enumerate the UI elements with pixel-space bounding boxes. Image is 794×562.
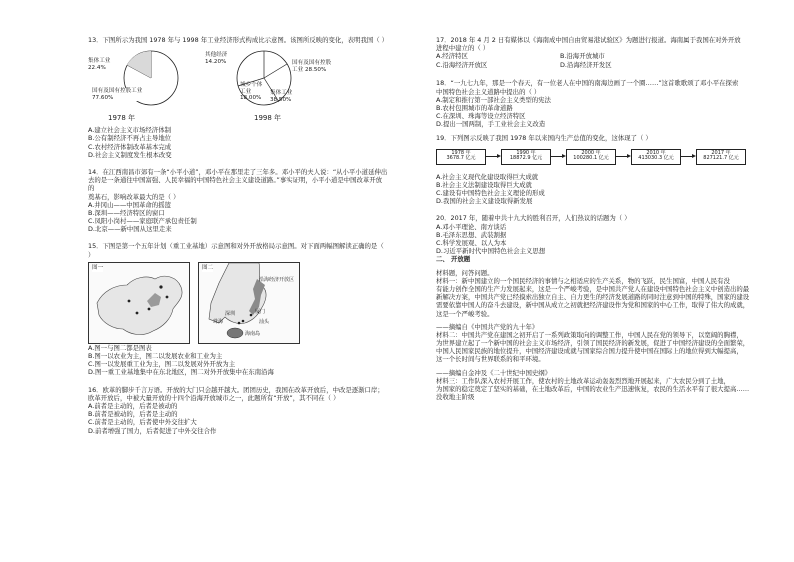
- pie-charts: [88, 44, 388, 126]
- right-column: [436, 36, 766, 401]
- material-1-line4: 需要依靠中国人的奋斗去建设，新中国从成立之初就把经济建设作为党和国家的中心工作，取得了伟大的成就，: [436, 301, 750, 310]
- material-1-line1: 材料一：新中国建立的一个国民经济的事情与之相适应的生产关系，物的飞跃，民生国富，中国人民有没: [436, 276, 730, 285]
- gdp-value-2010: 413030.3 亿元: [638, 155, 674, 162]
- gdp-year-2010: 2010 年: [646, 149, 666, 156]
- material-1-line2: 有能力创作全国的生产力发展起来，这是一个严峻考验，是中国共产党人在建设中国特色社会主义中创造出的最: [436, 284, 750, 293]
- gdp-year-1978: 1978 年: [451, 149, 471, 156]
- gdp-value-1990: 18872.9 亿元: [509, 155, 543, 162]
- question-17-stem-line1: 17．2018 年 4 月 2 日有媒体以《海南成中国自由贸易港试验区》为题进行报道。海南属于我国在对外开放: [436, 36, 741, 44]
- material-3-line3: 没收地主阶级: [436, 393, 475, 402]
- material-2-line3: 中国人民国家民族的地位提升，中国经济建设成就与国家综合国力提升使中国在国际上的地位得到大幅提高，: [436, 347, 743, 356]
- question-17-option-c: C.沿海经济开放区: [436, 61, 488, 70]
- pie-1978-label-state: 国有及国有控股工业 77.60%: [92, 88, 150, 101]
- gdp-box-2000: [566, 149, 616, 165]
- flow-arrow-3: [616, 156, 628, 157]
- question-20: [436, 214, 766, 255]
- question-15-stem: 15．下图是第一个五年计划（重工业基地）示意图和对外开放格局示意图。对下面两幅图解读正确的是（ ）: [88, 242, 384, 259]
- map-label-shantou: 汕头: [259, 318, 270, 325]
- question-16-option-b: B.前者是被动的，后者是主动的: [88, 410, 178, 419]
- map-figures: [88, 262, 388, 344]
- pie-1998-label-state: 国有及国有控股工业 28.50%: [292, 60, 332, 73]
- china-outline-map-1: [89, 263, 189, 343]
- question-16-option-d: D.前者增强了国力，后者促进了中外交往合作: [88, 426, 217, 435]
- gdp-year-1990: 1990 年: [516, 149, 536, 156]
- question-13-option-a: A.建立社会主义市场经济体制: [88, 126, 171, 135]
- material-2-citation: ——摘编自金冲及《二十世纪中国史纲》: [436, 368, 552, 377]
- map-label-zhuhai: 珠海: [213, 318, 224, 325]
- section-heading-open-questions: 二、 开放题: [436, 255, 471, 264]
- map-figure-1: [88, 262, 190, 344]
- map-label-shenzhen: 深圳: [225, 310, 236, 317]
- question-15-option-c: C.图一以发展重工业为主，图二以发展对外开放为主: [88, 360, 236, 369]
- gdp-value-2000: 100280.1 亿元: [573, 155, 609, 162]
- question-14: [88, 168, 388, 234]
- material-2-line2: 为世界建立起了一个新中国的社会主义市场经济，引领了国民经济的新发展，促进了中国经济建设的全面繁荣，: [436, 339, 750, 348]
- question-16-option-c: C.前者是主动的，后者使中外交往扩大: [88, 418, 197, 427]
- material-1-line3: 新解决方案，中国共产党已经摸索出独立自主、自力更生的经济发展道路的同时注意到中国的特殊，国家的建设: [436, 293, 750, 302]
- question-19-stem: 19．下列图示反映了我国 1978 年以来国内生产总值的变化，这体现了（ ）: [436, 133, 652, 142]
- question-13-option-c: C.农村经济体制改革基本完成: [88, 142, 172, 151]
- question-14-stem-line1: 14．在江西南昌市郊有一条“小平小道”，邓小平在那里走了三年多。邓小平的夫人说：“从小平小道延伸出去的是一条通往中国富强、人民幸福的中国特色社会主义建设道路。”事实证明，小平小道是中国改革开放的: [88, 167, 388, 193]
- material-3: [436, 377, 766, 402]
- question-19-option-b: B.社会主义法制建设取得巨大成就: [436, 180, 532, 189]
- question-15-option-d: D.图一重工业基地集中在东北地区，图二对外开放集中在东南沿海: [88, 368, 274, 377]
- material-2-line1: 材料二：中国共产党在建国之初开启了一系列政策取向的调整工作，中国人民在党的领导下，以宽阔的胸襟，: [436, 330, 743, 339]
- question-17-option-a: A.经济特区: [436, 52, 468, 61]
- material-intro: 材料题，问答问题。: [436, 268, 494, 277]
- pie-1998-label-private: 城乡个体工业 18.00%: [240, 82, 263, 102]
- question-13-option-d: D.社会主义制度发生根本改变: [88, 150, 172, 159]
- gdp-flow-diagram: [436, 145, 766, 171]
- gdp-value-2017: 827121.7 亿元: [703, 155, 739, 162]
- material-2: [436, 331, 766, 364]
- gdp-value-1978: 3678.7 亿元: [446, 155, 476, 162]
- question-14-option-d: D.北京——新中国从这里走来: [88, 225, 172, 234]
- question-20-option-b: B.毛泽东思想、武装割据: [436, 230, 507, 239]
- question-14-option-b: B.深圳——经济特区的窗口: [88, 208, 165, 217]
- question-15: [88, 242, 388, 376]
- gdp-box-2010: [631, 149, 681, 165]
- question-18-stem-line1: 18．“一九七九年，那是一个春天，有一位老人在中国的南海边画了一个圈……”这首歌歌颂了邓小平在探索: [436, 79, 739, 88]
- question-18-option-b: B.农村包围城市的革命道路: [436, 103, 513, 112]
- question-17-option-d: D.沿海经济开发区: [560, 61, 612, 70]
- question-19-option-a: A.社会主义现代化建设取得巨大成就: [436, 172, 539, 181]
- gdp-year-2017: 2017 年: [711, 149, 731, 156]
- map-label-coastal-zone: 沿海经济开放区: [259, 276, 295, 283]
- question-18-option-a: A.制定和推行第一部社会主义类型的宪法: [436, 95, 551, 104]
- question-20-option-c: C.科学发展观、以人为本: [436, 239, 507, 247]
- question-19: [436, 134, 766, 206]
- question-18-stem-line2: 中国特色社会主义道路中提出的（ ）: [436, 87, 541, 96]
- map-figure-2-title: 图二: [202, 264, 214, 271]
- question-18-option-d: D.提出一国两制，手工业社会主义改造: [436, 120, 546, 129]
- pie-1978-year: 1978 年: [108, 114, 136, 123]
- question-15-option-b: B.图一以农业为主，图二以发展农业和工业为主: [88, 352, 223, 360]
- map-figure-1-title: 图一: [92, 264, 104, 271]
- flow-arrow-1: [486, 156, 498, 157]
- question-13-option-b: B.公有制经济不再占主导地位: [88, 134, 172, 143]
- material-2-line4: 这一个长时间与世界联系的和平环境。: [436, 355, 545, 364]
- question-13: [88, 36, 388, 159]
- left-column: [88, 36, 388, 435]
- pie-1998-label-collective: 集体工业 38.50%: [270, 90, 293, 103]
- map-figure-2: [198, 262, 300, 344]
- pie-1978-label-collective: 集体工业 22.4%: [88, 58, 111, 71]
- material-1: [436, 277, 766, 318]
- question-17-option-b: B.沿海开放城市: [560, 52, 605, 61]
- pie-1998-label-other: 其他经济 14.20%: [205, 52, 228, 65]
- pie-1998-year: 1998 年: [254, 114, 282, 123]
- map-label-xiamen: 厦门: [255, 308, 266, 315]
- question-14-stem-line2: 奠基石，影响改革最大的是（ ）: [88, 192, 180, 201]
- material-3-line2: 为国家的稳定奠定了坚实的基础，在土地改革后，中国的农业生产迅速恢复，农民的生活水平有了很大提高……: [436, 385, 750, 393]
- question-16-stem: 16．欧革的脚步千言万语。开放的大门只会越开越大。团团历史，我国在改革开放后，中改是逐渐口岸；欧革开放后，中被大量开放的十四个沿海开放城市之一，此题所有“开放”，其不同在（ ）: [88, 385, 384, 402]
- gdp-box-1990: [501, 149, 551, 165]
- question-19-option-c: C.建设有中国特色社会主义理论的形成: [436, 189, 545, 198]
- question-18: [436, 79, 766, 128]
- question-20-stem: 20．2017 年，随着中共十九大的胜利召开，人们热议的话题为（ ）: [436, 214, 631, 223]
- question-16: [88, 386, 388, 435]
- question-14-option-a: A.井冈山——中国革命的摇篮: [88, 200, 171, 209]
- gdp-year-2000: 2000 年: [581, 149, 601, 156]
- question-15-option-a: A.图一与图二都是图表: [88, 343, 152, 352]
- map-label-hainan: 海南岛: [245, 330, 261, 337]
- material-1-citation: ——摘编自《中国共产党的九十年》: [436, 322, 539, 331]
- gdp-box-2017: [696, 149, 746, 165]
- question-20-option-a: A.邓小平理论、南方谈话: [436, 222, 507, 231]
- flow-arrow-2: [551, 156, 563, 157]
- question-14-option-c: C.凤阳小岗村——家庭联产承包责任制: [88, 217, 197, 226]
- question-19-option-d: D.我国的社会主义建设取得新发展: [436, 197, 533, 206]
- flow-arrow-4: [681, 156, 693, 157]
- gdp-box-1978: [436, 149, 486, 165]
- question-16-option-a: A.前者是主动的，后者是被动的: [88, 401, 178, 410]
- question-20-option-d: D.习近平新时代中国特色社会主义思想: [436, 247, 546, 256]
- question-13-stem: 13．下图所示为我国 1978 年与 1998 年工业经济形式构成比示意图。该图所反映的变化，表明我国（ ）: [88, 36, 389, 44]
- question-17: [436, 36, 766, 70]
- material-1-line5: 这是一个严峻考验。: [436, 309, 494, 318]
- question-17-stem-line2: 进程中建立的（ ）: [436, 44, 490, 53]
- material-3-line1: 材料三：工作队深入农村开展工作，使农村的土地改革运动轰轰烈烈地开展起来，广大农民分到了土地，: [436, 376, 730, 385]
- question-18-option-c: C.在深圳、珠海等设立经济特区: [436, 112, 526, 121]
